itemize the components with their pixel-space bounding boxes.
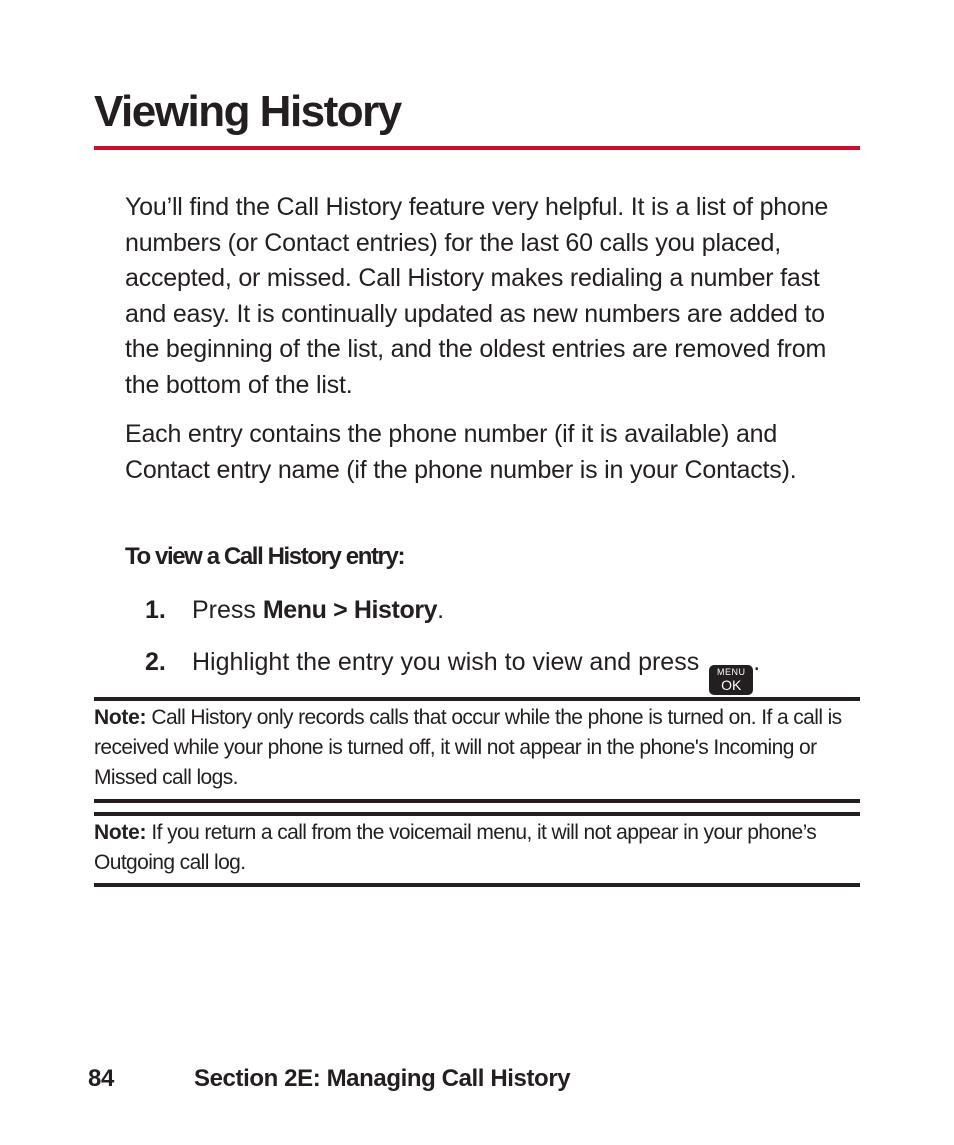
note-text: Call History only records calls that occur while the phone is turned on. If a call is received while your phone is turned off, it will not appear in the phone's Incoming or Missed call logs. [94,706,842,789]
note-box [94,818,860,878]
section-title: Section 2E: Managing Call History [194,1065,571,1092]
note-box [94,703,860,793]
intro-paragraph: You’ll find the Call History feature very helpful. It is a list of phone numbers (or Contact entries) for the last 60 calls you placed, accepted, or missed. Call History makes redialing a number fast and easy. It is continually updated as new numbers are added to the beginning of the list, and the oldest entries are removed from the bottom of the list. [125,193,829,399]
page-title: Viewing History [94,87,401,136]
step-number: 2. [145,648,166,676]
page-number: 84 [88,1065,114,1092]
step-menu-path: Menu > History [262,596,438,624]
key-bottom-label: OK [721,677,742,693]
step-text: Press [192,596,263,624]
step-text-end: . [753,648,761,676]
step-number: 1. [145,596,166,624]
note-label: Note: [94,706,147,729]
menu-ok-key-icon [709,665,753,695]
note-label: Note: [94,821,147,844]
note-rule-bottom [94,883,860,887]
entry-paragraph: Each entry contains the phone number (if it is available) and Contact entry name (if the phone number is in your Contacts). [125,420,797,484]
title-rule [94,146,860,150]
step-2 [145,645,760,695]
note-rule-top [94,812,860,816]
note-rule-top [94,697,860,701]
step-text-end: . [437,596,445,624]
procedure-title: To view a Call History entry: [125,543,405,570]
step-1 [145,593,444,627]
key-top-label: MENU [716,667,746,677]
step-text: Highlight the entry you wish to view and press [192,648,700,676]
note-rule-bottom [94,799,860,803]
note-text: If you return a call from the voicemail menu, it will not appear in your phone’s Outgoing call log. [94,821,817,874]
